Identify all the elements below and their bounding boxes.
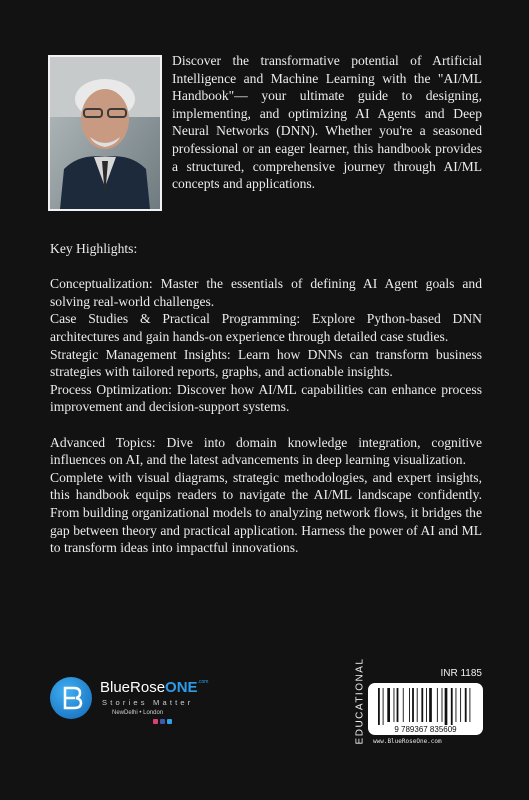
category-text: EDUCATIONAL (354, 657, 366, 745)
brand-name-suffix: .com (197, 679, 209, 685)
isbn-number: 9 789367 835609 (394, 725, 457, 734)
barcode-bar (437, 688, 438, 722)
author-photo (48, 55, 162, 211)
barcode-bar (456, 688, 457, 722)
social-icons (153, 719, 172, 724)
facebook-icon (160, 719, 165, 724)
barcode-bar (383, 688, 384, 725)
barcode-bar (417, 688, 418, 722)
highlight-item: Process Optimization: Discover how AI/ML capabilities can enhance process improvement and decision-support systems. (50, 381, 482, 415)
barcode-bar (469, 688, 470, 722)
barcode-bar (387, 688, 390, 722)
brand-name-accent: ONE (165, 679, 198, 696)
publisher-logo (50, 675, 270, 745)
barcode-graphic (368, 683, 483, 735)
barcode-bar (429, 688, 432, 722)
category-label (352, 657, 368, 745)
barcode-bar (409, 688, 410, 722)
barcode-bar (445, 688, 448, 725)
instagram-icon (153, 719, 158, 724)
author-portrait (50, 57, 160, 209)
barcode-bar (421, 688, 423, 722)
highlights-heading: Key Highlights: (50, 241, 138, 256)
description-body (50, 240, 482, 557)
brand-name (100, 679, 208, 696)
barcode-bar (442, 688, 443, 722)
barcode-bar (403, 688, 404, 722)
highlight-item: Strategic Management Insights: Learn how DNNs can transform business strategies with tailored reports, graphs, and actionable insights. (50, 346, 482, 380)
brand-name-main: BlueRose (100, 679, 166, 696)
twitter-icon (167, 719, 172, 724)
publisher-cities: NewDelhi • London (112, 710, 164, 716)
isbn-barcode (368, 683, 483, 735)
intro-paragraph: Discover the transformative potential of Artificial Intelligence and Machine Learning with the "AI/ML Handbook"— your ultimate guide to designing, implementing, and optimizing AI Agents and Deep Neural Networks (DNN). Whether you're a seasoned professional or an eager learner, this handbook provides a structured, comprehensive journey through AI/ML concepts and applications. (172, 53, 482, 192)
publisher-website: www.BlueRoseOne.com (373, 738, 442, 745)
barcode-bar (426, 688, 427, 722)
bluerose-logo-icon (50, 677, 92, 719)
barcode-bar (397, 688, 399, 722)
advanced-topics-paragraph: Advanced Topics: Dive into domain knowledge integration, cognitive influences on AI, and the latest advancements in deep learning visualization. (50, 434, 482, 468)
barcode-bar (394, 688, 395, 722)
price-label: INR 1185 (440, 668, 482, 679)
highlight-item: Case Studies & Practical Programming: Explore Python-based DNN architectures and gain hands-on experience through detailed case studies. (50, 311, 482, 344)
barcode-bar (460, 688, 461, 722)
barcode-bar (451, 688, 453, 725)
highlight-item: Conceptualization: Master the essentials of defining AI Agent goals and solving real-world challenges. (50, 276, 482, 309)
barcode-bar (412, 688, 414, 722)
closing-paragraph: Complete with visual diagrams, strategic methodologies, and expert insights, this handbook equips readers to navigate the AI/ML landscape confidently. From building organizational models to analyzing network flows, it bridges the gap between theory and practical application. Harness the power of AI and ML to transform ideas into impactful innovations. (50, 469, 482, 556)
brand-tagline: Stories Matter (102, 698, 194, 707)
barcode-bar (378, 688, 380, 725)
barcode-bar (465, 688, 467, 722)
